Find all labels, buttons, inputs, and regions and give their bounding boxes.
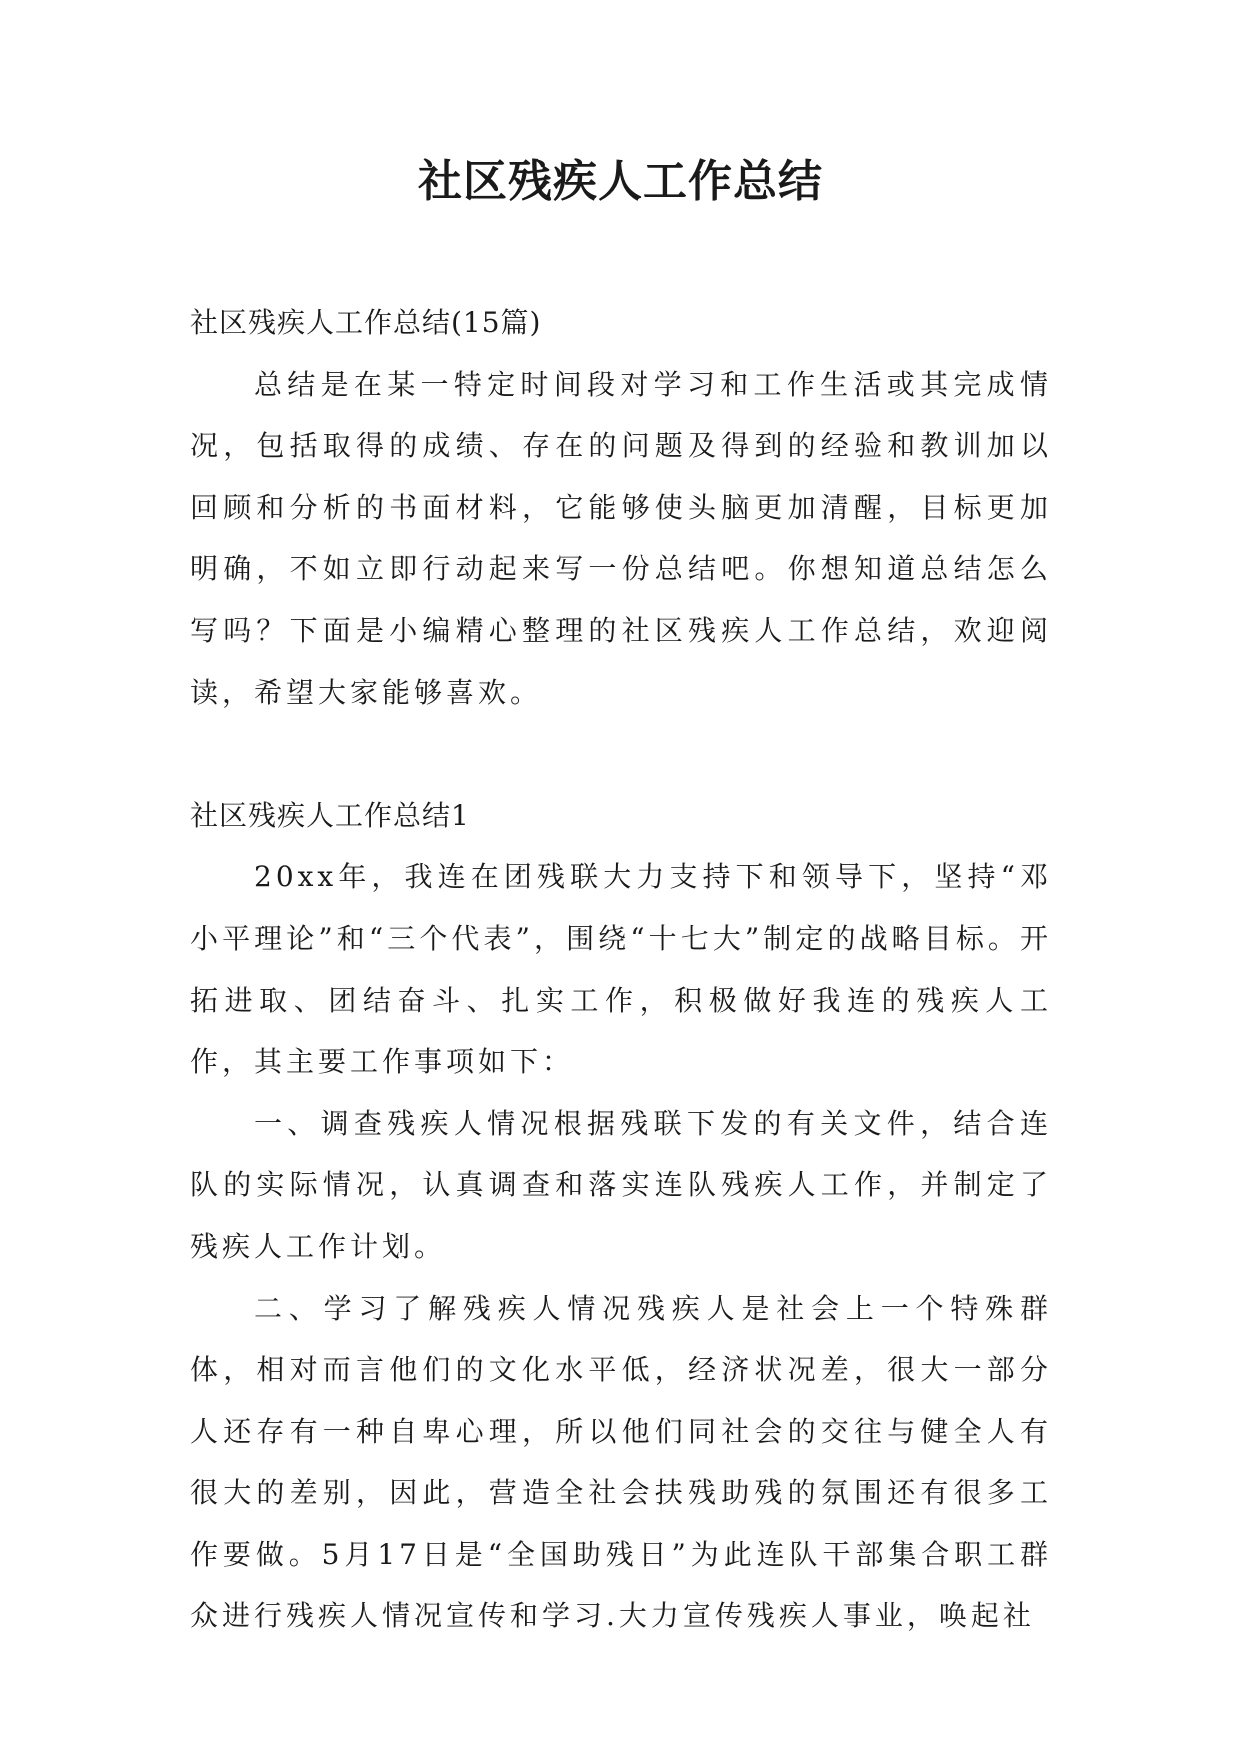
document-title: 社区残疾人工作总结 [418,156,823,207]
body-paragraph: 20xx年，我连在团残联大力支持下和领导下，坚持“邓小平理论”和“三个代表”，围绕“十七大”制定的战略目标。开拓进取、团结奋斗、扎实工作，积极做好我连的残疾人工作，其主要工作事项如下： [190,860,1052,1079]
intro-paragraph: 总结是在某一特定时间段对学习和工作生活或其完成情况，包括取得的成绩、存在的问题及得到的经验和教训加以回顾和分析的书面材料，它能够使头脑更加清醒，目标更加明确，不如立即行动起来写一份总结吧。你想知道总结怎么写吗？下面是小编精心整理的社区残疾人工作总结，欢迎阅读，希望大家能够喜欢。 [190,367,1052,709]
section-heading: 社区残疾人工作总结1 [190,798,470,832]
collection-subtitle: 社区残疾人工作总结(15篇) [190,306,542,339]
body-paragraph: 一、调查残疾人情况根据残联下发的有关文件，结合连队的实际情况，认真调查和落实连队残疾人工作，并制定了残疾人工作计划。 [190,1106,1052,1263]
body-paragraph: 二、学习了解残疾人情况残疾人是社会上一个特殊群体，相对而言他们的文化水平低，经济状况差，很大一部分人还存有一种自卑心理，所以他们同社会的交往与健全人有很大的差别，因此，营造全社会扶残助残的氛围还有很多工作要做。5月17日是“全国助残日”为此连队干部集合职工群众进行残疾人情况宣传和学习.大力宣传残疾人事业，唤起社 [190,1291,1052,1633]
document-body [190,292,1052,1647]
paragraph-spacer [190,723,1052,785]
